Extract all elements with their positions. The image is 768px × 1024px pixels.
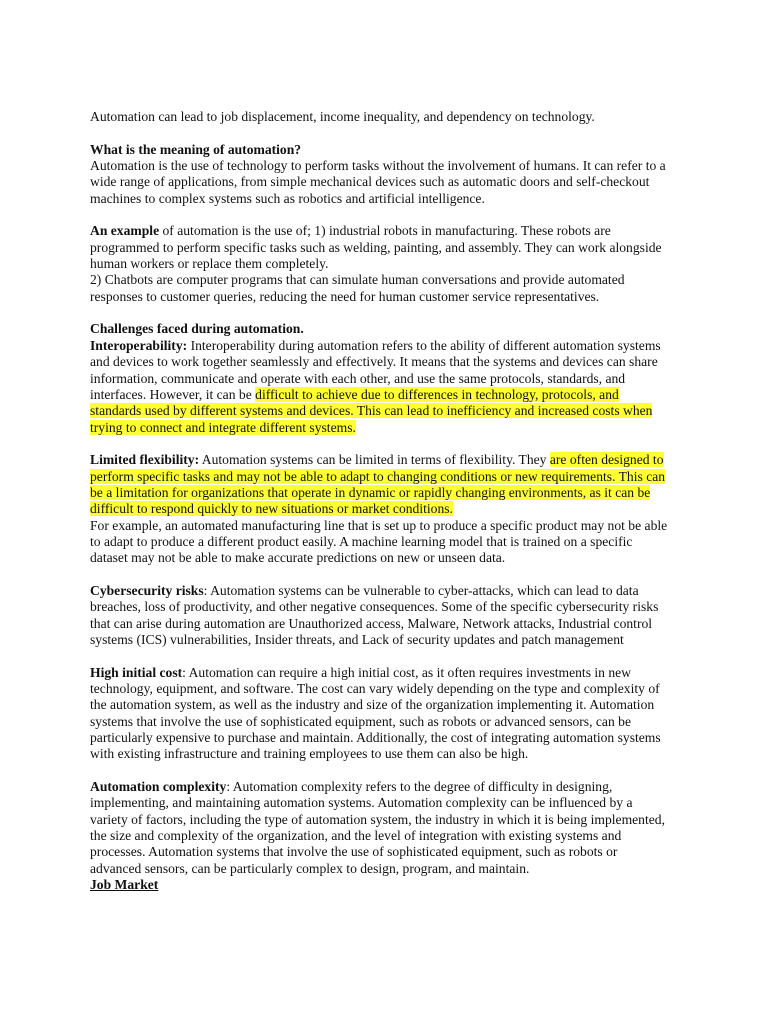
flexibility-line: dataset may not be able to make accurate predictions on new or unseen data. bbox=[90, 550, 506, 566]
example-line bbox=[90, 223, 680, 239]
example-line-rest: of automation is the use of; 1) industrial robots in manufacturing. These robots are bbox=[159, 223, 611, 239]
flexibility-line-plain: Automation systems can be limited in terms of flexibility. They bbox=[199, 452, 550, 468]
paragraph-gap bbox=[90, 763, 680, 779]
interop-label: Interoperability: bbox=[90, 337, 188, 353]
flexibility-highlight: perform specific tasks and may not be able to adapt to changing conditions or new requirements. This can bbox=[90, 468, 666, 484]
complexity-line: implementing, and maintaining automation systems. Automation complexity can be influenced by a bbox=[90, 795, 633, 811]
flexibility-label: Limited flexibility: bbox=[90, 452, 200, 468]
interop-line bbox=[90, 420, 680, 436]
flexibility-line bbox=[90, 469, 680, 485]
flexibility-highlight: are often designed to bbox=[549, 452, 664, 468]
interop-line bbox=[90, 403, 680, 419]
interop-line: and devices to work together seamlessly and effectively. It means that the systems and devices can share bbox=[90, 354, 658, 370]
challenges-heading-text: Challenges faced during automation. bbox=[90, 321, 304, 337]
example-line: programmed to perform specific tasks such as welding, painting, and assembly. They can work alongside bbox=[90, 239, 662, 255]
job-market-heading bbox=[90, 877, 680, 893]
flexibility-highlight: difficult to respond quickly to new situations or market conditions. bbox=[90, 501, 453, 517]
example-line: responses to customer queries, reducing the need for human customer service representatives. bbox=[90, 288, 600, 304]
meaning-line: machines to complex systems such as robotics and artificial intelligence. bbox=[90, 190, 485, 206]
cyber-line bbox=[90, 583, 680, 599]
complexity-line bbox=[90, 779, 680, 795]
complexity-label: Automation complexity bbox=[90, 779, 227, 795]
complexity-line: variety of factors, including the type of automation system, the industry in which it is being implemented, bbox=[90, 811, 665, 827]
interop-line: information, communicate and operate with each other, and use the same protocols, standards, and bbox=[90, 370, 626, 386]
cyber-line: systems (ICS) vulnerabilities, Insider threats, and Lack of security updates and patch management bbox=[90, 632, 624, 647]
cost-line: technology, equipment, and software. The cost can vary widely depending on the type and complexity of bbox=[90, 681, 660, 697]
interop-line bbox=[90, 338, 680, 354]
meaning-line: wide range of applications, from simple mechanical devices such as automatic doors and self-checkout bbox=[90, 174, 650, 190]
document-page bbox=[90, 109, 680, 894]
complexity-line: processes. Automation systems that involve the use of sophisticated equipment, such as robots or bbox=[90, 844, 618, 860]
interop-highlight: standards used by different systems and devices. This can lead to inefficiency and increased costs when bbox=[90, 403, 653, 419]
complexity-line-rest: : Automation complexity refers to the degree of difficulty in designing, bbox=[226, 779, 613, 795]
flexibility-line bbox=[90, 501, 680, 517]
paragraph-gap bbox=[90, 305, 680, 321]
cost-line bbox=[90, 665, 680, 681]
cyber-line-rest: : Automation systems can be vulnerable to cyber-attacks, which can lead to data bbox=[203, 582, 639, 598]
interop-line-plain: interfaces. However, it can be bbox=[90, 386, 256, 402]
flexibility-highlight: be a limitation for organizations that operate in dynamic or rapidly changing environments, as it can be bbox=[90, 484, 651, 500]
complexity-line: advanced sensors, can be particularly complex to design, program, and maintain. bbox=[90, 860, 530, 876]
paragraph-gap bbox=[90, 567, 680, 583]
cost-line: the automation system, as well as the industry and size of the organization implementing it. Automation bbox=[90, 697, 655, 713]
intro-paragraph: Automation can lead to job displacement, income inequality, and dependency on technology. bbox=[90, 109, 595, 124]
meaning-heading bbox=[90, 142, 680, 158]
paragraph-gap bbox=[90, 648, 680, 664]
cyber-line: that can arise during automation are Unauthorized access, Malware, Network attacks, Industrial control bbox=[90, 615, 653, 631]
flexibility-line: to adapt to produce a different product easily. A machine learning model that is trained on a specific bbox=[90, 533, 633, 549]
cost-line: with existing infrastructure and training employees to use them can also be high. bbox=[90, 746, 529, 762]
paragraph-gap bbox=[90, 125, 680, 141]
interop-highlight: trying to connect and integrate different systems. bbox=[90, 419, 356, 435]
meaning-heading-text: What is the meaning of automation? bbox=[90, 141, 302, 157]
paragraph-gap bbox=[90, 436, 680, 452]
flexibility-line: For example, an automated manufacturing line that is set up to produce a specific product may not be able bbox=[90, 517, 668, 533]
cost-line-rest: : Automation can require a high initial cost, as it often requires investments in new bbox=[182, 664, 632, 680]
example-line: 2) Chatbots are computer programs that can simulate human conversations and provide automated bbox=[90, 272, 625, 288]
cost-label: High initial cost bbox=[90, 664, 183, 680]
cost-line: systems that involve the use of sophisticated equipment, such as robots or advanced sensors, can be bbox=[90, 713, 631, 729]
interop-line bbox=[90, 387, 680, 403]
cost-line: particularly expensive to purchase and maintain. Additionally, the cost of integrating automation systems bbox=[90, 730, 661, 746]
complexity-line: the size and complexity of the organization, and the level of integration with existing systems and bbox=[90, 828, 622, 844]
interop-line-rest: Interoperability during automation refers to the ability of different automation systems bbox=[187, 337, 661, 353]
paragraph-gap bbox=[90, 207, 680, 223]
challenges-heading bbox=[90, 321, 680, 337]
cyber-line: breaches, loss of productivity, and other negative consequences. Some of the specific cybersecurity risks bbox=[90, 599, 659, 615]
job-market-heading-text: Job Market bbox=[90, 877, 159, 893]
meaning-line: Automation is the use of technology to perform tasks without the involvement of humans. It can refer to a bbox=[90, 158, 666, 174]
interop-highlight: difficult to achieve due to differences in technology, protocols, and bbox=[255, 386, 619, 402]
cyber-label: Cybersecurity risks bbox=[90, 582, 204, 598]
example-line: human workers or replace them completely. bbox=[90, 256, 329, 272]
flexibility-line bbox=[90, 452, 680, 468]
flexibility-line bbox=[90, 485, 680, 501]
example-lead: An example bbox=[90, 223, 160, 239]
